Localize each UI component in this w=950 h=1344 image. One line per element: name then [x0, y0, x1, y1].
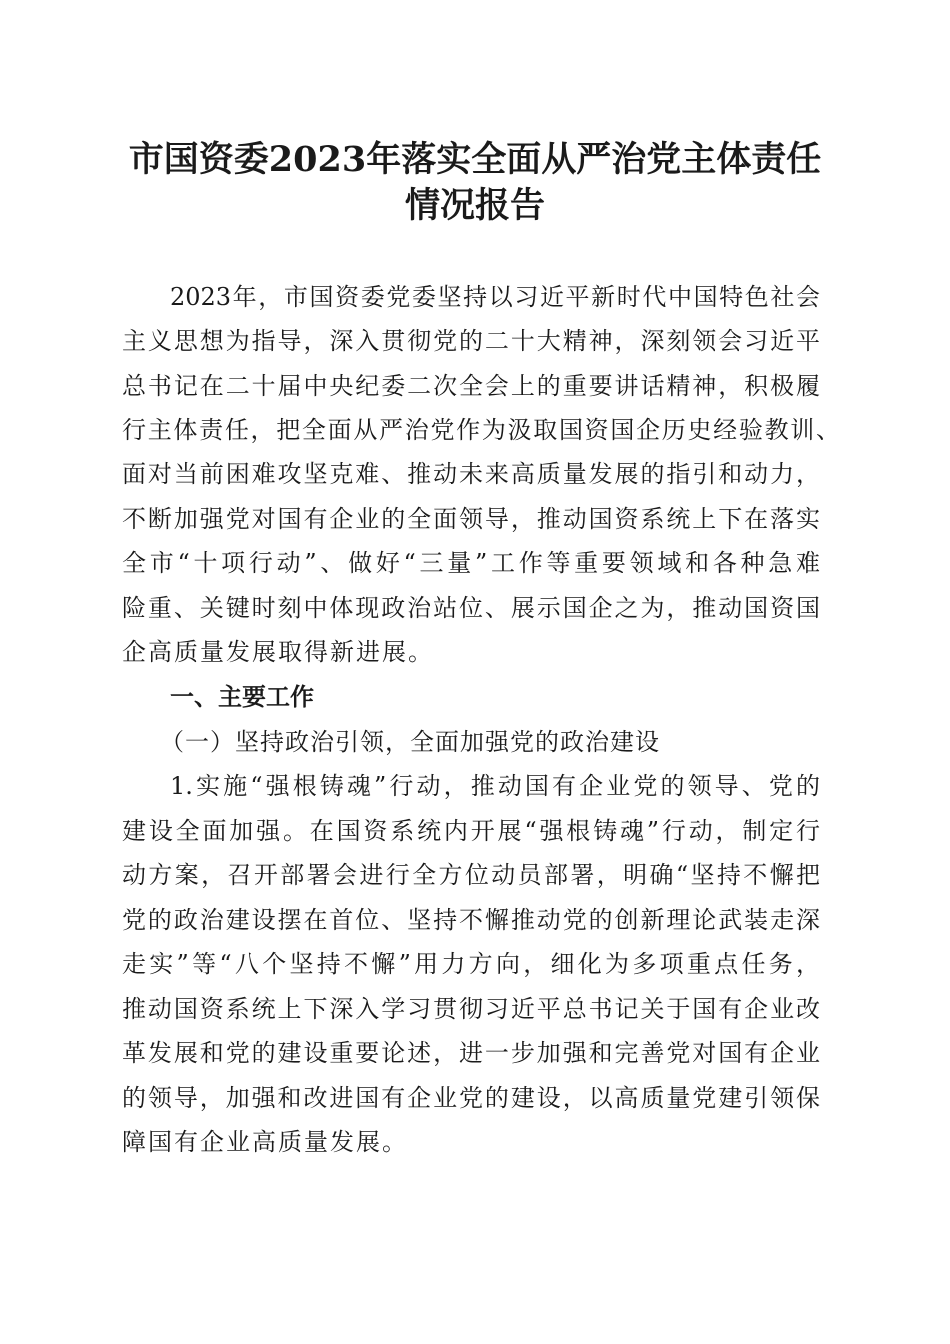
- text-line: 走实”等“八个坚持不懈”用力方向，细化为多项重点任务，: [122, 950, 820, 978]
- subsection-heading: （一）坚持政治引领，全面加强党的政治建设: [160, 728, 660, 756]
- text-line: 面对当前困难攻坚克难、推动未来高质量发展的指引和动力，: [122, 460, 820, 488]
- text-line: 建设全面加强。在国资系统内开展“强根铸魂”行动，制定行: [122, 817, 820, 845]
- document-title-line-1: 市国资委2023年落实全面从严治党主体责任: [128, 139, 822, 180]
- text-line: 的领导，加强和改进国有企业党的建设，以高质量党建引领保: [122, 1084, 820, 1112]
- text-line: 2023年，市国资委党委坚持以习近平新时代中国特色社会: [170, 283, 820, 311]
- text-line: 总书记在二十届中央纪委二次全会上的重要讲话精神，积极履: [122, 372, 820, 400]
- text-line: 革发展和党的建设重要论述，进一步加强和完善党对国有企业: [122, 1039, 820, 1067]
- section-heading: 一、主要工作: [170, 682, 314, 711]
- text-line: 障国有企业高质量发展。: [122, 1128, 408, 1156]
- text-line: 动方案，召开部署会进行全方位动员部署，明确“坚持不懈把: [122, 861, 820, 889]
- text-line: 不断加强党对国有企业的全面领导，推动国资系统上下在落实: [122, 505, 820, 533]
- text-line: 企高质量发展取得新进展。: [122, 638, 434, 666]
- text-line: 主义思想为指导，深入贯彻党的二十大精神，深刻领会习近平: [122, 327, 820, 355]
- document-title-line-2: 情况报告: [404, 185, 545, 226]
- text-line: 行主体责任，把全面从严治党作为汲取国资国企历史经验教训、: [122, 416, 840, 444]
- text-line: 推动国资系统上下深入学习贯彻习近平总书记关于国有企业改: [122, 995, 820, 1023]
- text-line: 全市“十项行动”、做好“三量”工作等重要领域和各种急难: [122, 549, 820, 577]
- text-line: 1.实施“强根铸魂”行动，推动国有企业党的领导、党的: [170, 772, 820, 800]
- text-line: 党的政治建设摆在首位、坚持不懈推动党的创新理论武装走深: [122, 906, 820, 934]
- text-line: 险重、关键时刻中体现政治站位、展示国企之为，推动国资国: [122, 594, 820, 622]
